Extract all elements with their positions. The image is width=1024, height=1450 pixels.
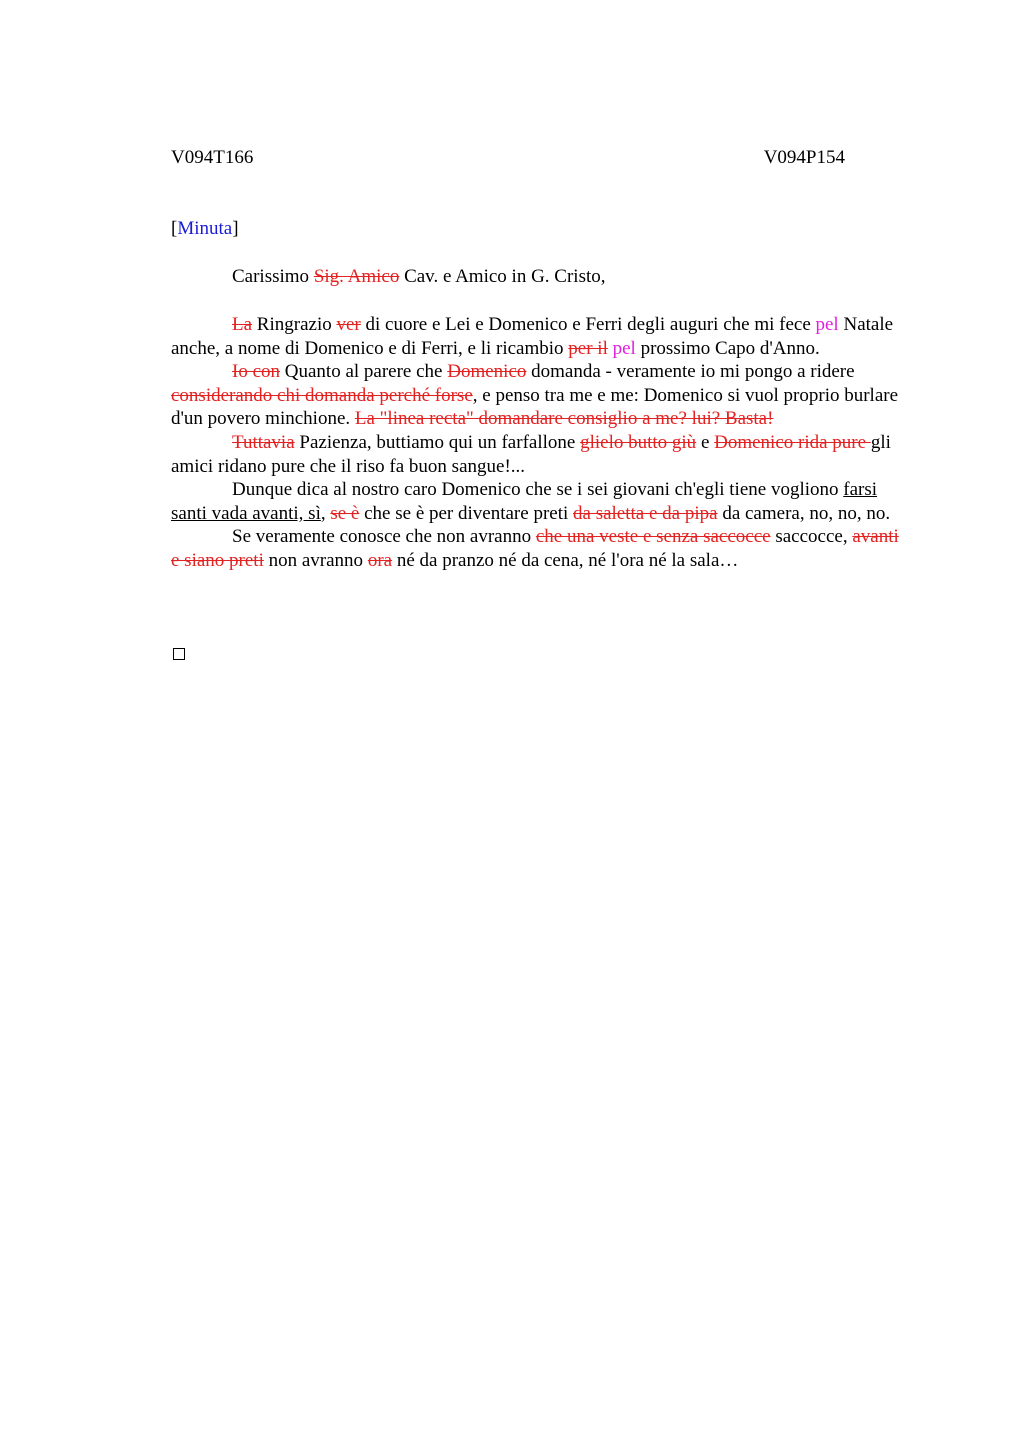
added-text: pel [612,337,636,359]
deleted-text: Sig. Amico [313,266,400,287]
deleted-text: Tuttavia [232,431,295,453]
minuta-text: Minuta [177,218,233,239]
deleted-text: Io con [232,361,281,383]
body-text: domanda - veramente io mi pongo a ridere [526,361,855,383]
body-text: di cuore e Lei e Domenico e Ferri degli auguri che mi fece [360,314,816,335]
body-text: Ringrazio [252,314,337,335]
body-text: gli amici ridano pure che il riso fa buon sangue!... [171,431,891,477]
deleted-text: se è [330,502,360,524]
deleted-text: ora [367,549,393,571]
deleted-text: La [232,314,253,335]
paragraph-4 [171,478,911,525]
paragraph-5 [171,525,911,572]
body-text: da camera, no, no, no. [717,502,891,524]
body-text: non avranno [263,549,368,571]
document-header [171,147,845,171]
paragraph-1 [171,313,911,360]
deleted-text: considerando chi domanda perché forse [171,384,473,406]
square-icon [173,648,185,660]
body-text: Pazienza, buttiamo qui un farfallone [294,431,581,453]
underlined-text: farsi santi vada avanti, sì [171,479,878,524]
body-text: che se è per diventare preti [359,502,574,524]
body-text: Quanto al parere che [280,361,448,383]
body-text: , e penso tra me e me: Domenico si vuol proprio burlare d'un povero minchione. [171,384,899,430]
deleted-text: ver [336,314,361,335]
paragraph-2 [171,360,911,431]
body-text: Dunque dica al nostro caro Domenico che se i sei giovani ch'egli tiene vogliono [232,479,844,501]
deleted-text: da saletta e da pipa [573,502,718,524]
deleted-text: Domenico rida pure [714,431,871,453]
document-code-right: V094P154 [763,147,845,168]
salutation-text: Carissimo [232,266,314,287]
body-text: saccocce, [770,526,853,548]
deleted-text: La "linea recta" domandare consiglio a me? lui? Basta! [354,408,774,430]
minuta-label [171,218,239,240]
body-text: né da pranzo né da cena, né l'ora né la sala… [392,549,739,571]
salutation [232,266,606,288]
body-text: e [696,431,715,453]
salutation-text: Cav. e Amico in G. Cristo, [399,266,606,287]
deleted-text: che una veste e senza saccocce [535,526,771,548]
body-text: Se veramente conosce che non avranno [232,526,536,548]
deleted-text: glielo butto giù [580,431,697,453]
body-text: Natale anche, a nome di Domenico e di Ferri, e li ricambio [171,314,894,359]
minuta-bracket-open: [ [171,218,178,239]
paragraph-3 [171,431,911,478]
deleted-text: avanti e siano preti [171,526,899,571]
added-text: pel [815,314,839,335]
letter-body [171,313,911,573]
body-text: , [320,502,331,524]
deleted-text: Domenico [447,361,527,383]
document-code-left: V094T166 [171,147,254,168]
body-text: prossimo Capo d'Anno. [635,337,820,359]
deleted-text: per il [568,337,608,359]
minuta-bracket-close: ] [232,218,239,239]
